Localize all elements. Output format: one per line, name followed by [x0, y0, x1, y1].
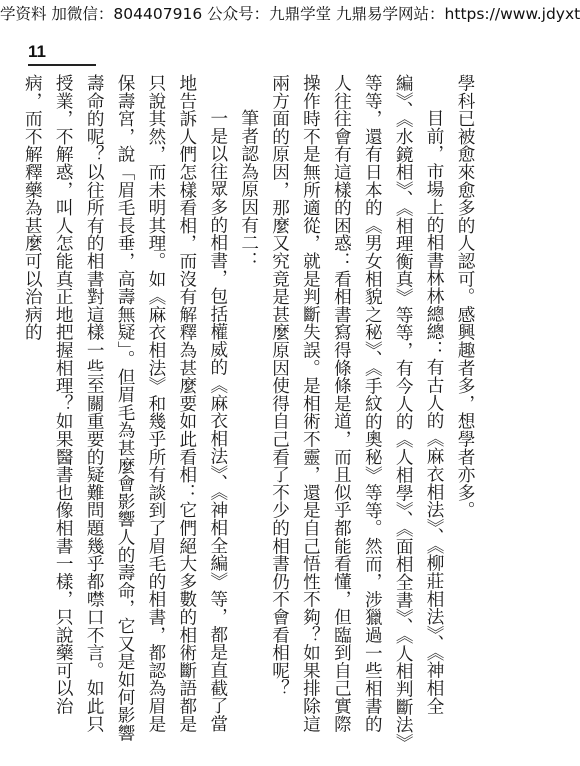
page-number: 11 [28, 42, 46, 61]
watermark-header: 学资料 加微信：804407916 公众号：九鼎学堂 九鼎易学网站：https://www.jdyxt [0, 5, 580, 23]
paragraph: 學科已被愈來愈多的人認可。感興趣者多，想學者亦多。 [455, 74, 475, 519]
page-number-rule [28, 64, 96, 66]
paragraph: 筆者認為原因有二： [238, 109, 259, 270]
paragraph: 目前，市場上的相書林林總總：有古人的《麻衣相法》、《柳莊相法》、《神相全編》、《水鏡相》、《相理衡真》等等，有今人的《人相學》、《面相全書》、《人相判斷法》等等，還有日本的《男女相貌之秘》、《手紋的奧秘》等等。然而，涉獵過一些相書的人往往會有這樣的困惑：看相書寫得條條是道，而且似乎都能看懂，但臨到自己實際操作時不是無所適從，就是判斷失誤。是相術不靈，還是自己悟性不夠？如果排除這兩方面的原因，那麼又究竟是甚麼原因使得自己看了不少的相書仍不會看相呢？ [269, 74, 445, 743]
body-text [22, 74, 480, 746]
paragraph: 一是以往眾多的相書，包括權威的《麻衣相法》、《神相全編》等，都是直截了當地告訴人們怎樣看相，而沒有解釋為甚麼要如此看相：它們絕大多數的相術斷語都是只說其然，而未明其理。如《麻衣相法》和幾乎所有談到了眉毛的相書，都認為眉是保壽宮，說「眉毛長垂，高壽無疑」。但眉毛為甚麼會影響人的壽命，它又是如何影響壽命的呢？以往所有的相書對這樣一些至關重要的疑難問題幾乎都噤口不言。如此只授業，不解惑，叫人怎能真正地把握相理？如果醫書也像相書一樣，只說藥可以治病，而不解釋藥為甚麼可以治病的 [22, 74, 228, 742]
